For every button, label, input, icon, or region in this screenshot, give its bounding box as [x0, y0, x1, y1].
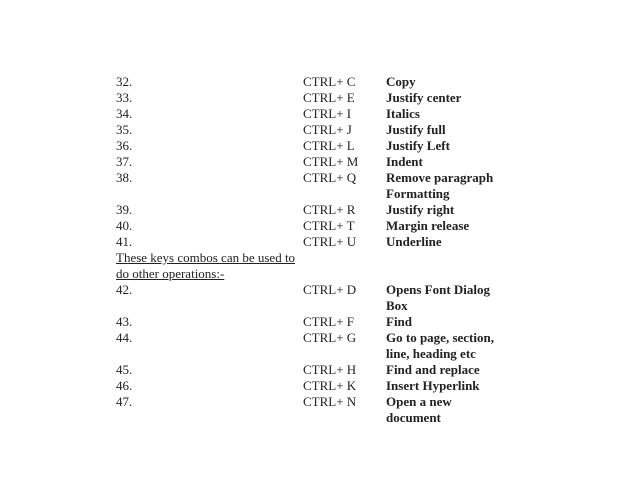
key-combo: CTRL+ J — [303, 122, 352, 137]
key-combo: CTRL+ C — [303, 74, 356, 89]
key-combo: CTRL+ H — [303, 362, 357, 377]
row-number: 36. — [116, 138, 133, 153]
shortcut-description: Justify full — [386, 122, 446, 137]
row-number: 45. — [116, 362, 133, 377]
shortcut-description: Justify center — [386, 90, 462, 105]
shortcut-row — [116, 138, 516, 154]
key-combo: CTRL+ T — [303, 218, 355, 233]
shortcut-row — [116, 154, 516, 170]
key-combo: CTRL+ L — [303, 138, 355, 153]
shortcut-description: Open a new document — [386, 394, 452, 425]
shortcut-row — [116, 234, 516, 250]
row-number: 39. — [116, 202, 133, 217]
shortcut-description: Go to page, section, line, heading etc — [386, 330, 494, 361]
shortcut-list — [116, 74, 516, 426]
key-combo: CTRL+ N — [303, 394, 357, 409]
key-combo: CTRL+ F — [303, 314, 355, 329]
shortcut-row — [116, 218, 516, 234]
row-number: 34. — [116, 106, 133, 121]
row-number: 47. — [116, 394, 133, 409]
section-note — [116, 250, 296, 282]
shortcut-description: Justify right — [386, 202, 455, 217]
note-line: These keys combos can be used to — [116, 250, 296, 265]
row-number: 37. — [116, 154, 133, 169]
key-combo: CTRL+ U — [303, 234, 357, 249]
shortcut-row — [116, 378, 516, 394]
shortcut-description: Insert Hyperlink — [386, 378, 480, 393]
key-combo: CTRL+ M — [303, 154, 359, 169]
shortcut-description: Margin release — [386, 218, 470, 233]
shortcut-description: Find and replace — [386, 362, 480, 377]
shortcut-row — [116, 314, 516, 330]
note-line: do other operations:- — [116, 266, 225, 281]
key-combo: CTRL+ G — [303, 330, 357, 345]
key-combo: CTRL+ I — [303, 106, 352, 121]
shortcut-row — [116, 330, 516, 362]
shortcut-description: Find — [386, 314, 413, 329]
key-combo: CTRL+ E — [303, 90, 355, 105]
shortcut-row — [116, 202, 516, 218]
row-number: 35. — [116, 122, 133, 137]
shortcut-row — [116, 170, 516, 202]
shortcut-row — [116, 74, 516, 90]
row-number: 33. — [116, 90, 133, 105]
shortcut-row — [116, 362, 516, 378]
shortcut-row — [116, 90, 516, 106]
shortcut-row — [116, 282, 516, 314]
row-number: 42. — [116, 282, 133, 297]
shortcut-row — [116, 106, 516, 122]
shortcut-description: Indent — [386, 154, 423, 169]
key-combo: CTRL+ R — [303, 202, 356, 217]
shortcut-description: Justify Left — [386, 138, 450, 153]
row-number: 32. — [116, 74, 133, 89]
shortcut-description: Copy — [386, 74, 416, 89]
key-combo: CTRL+ Q — [303, 170, 357, 185]
key-combo: CTRL+ K — [303, 378, 357, 393]
row-number: 43. — [116, 314, 133, 329]
row-number: 46. — [116, 378, 133, 393]
shortcut-description: Italics — [386, 106, 420, 121]
shortcut-description: Opens Font Dialog Box — [386, 282, 491, 313]
shortcut-description: Underline — [386, 234, 442, 249]
shortcut-row — [116, 122, 516, 138]
shortcut-row — [116, 394, 516, 426]
row-number: 40. — [116, 218, 133, 233]
row-number: 38. — [116, 170, 133, 185]
shortcut-description: Remove paragraph Formatting — [386, 170, 494, 201]
row-number: 44. — [116, 330, 133, 345]
key-combo: CTRL+ D — [303, 282, 357, 297]
row-number: 41. — [116, 234, 133, 249]
